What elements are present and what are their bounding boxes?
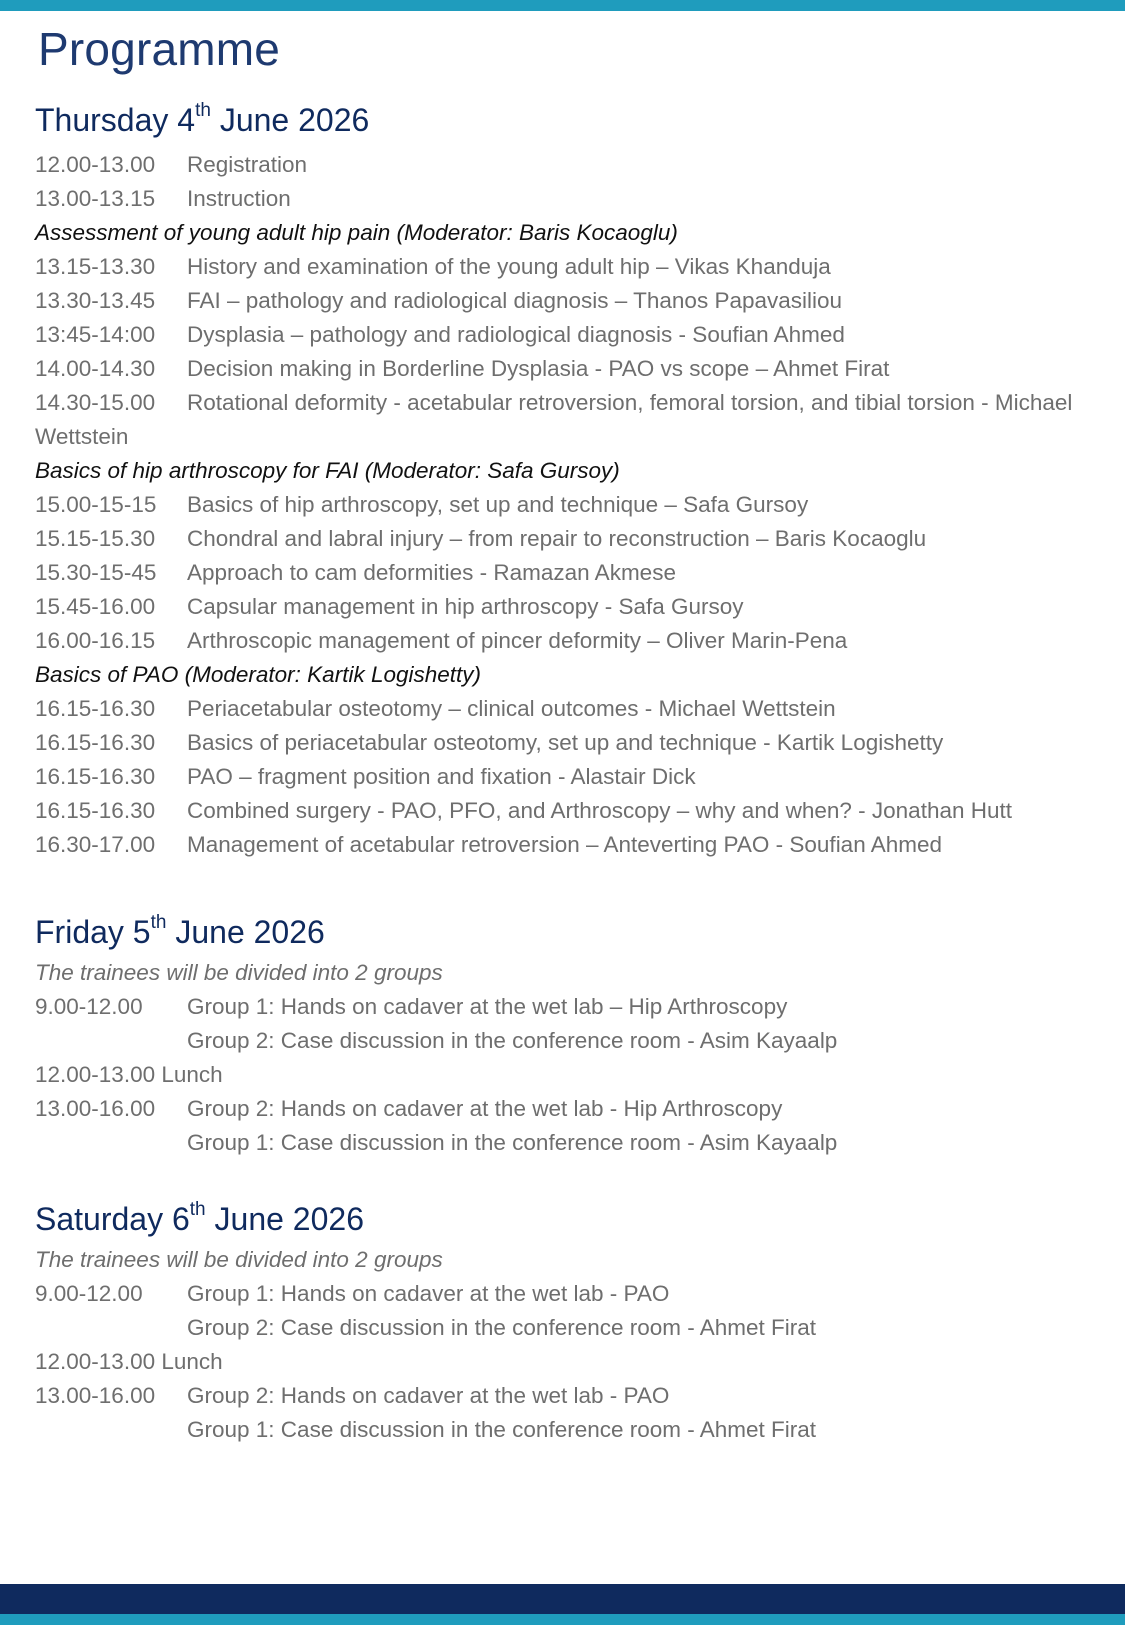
schedule-item: Basics of periacetabular osteotomy, set up and technique - Kartik Logishetty (187, 730, 944, 755)
schedule-item: Group 2: Case discussion in the conference room - Ahmet Firat (187, 1315, 817, 1340)
schedule-time: 16.00-16.15 (35, 628, 156, 653)
day-heading-saturday (35, 1199, 364, 1239)
session-heading: Basics of hip arthroscopy for FAI (Moderator: Safa Gursoy) (35, 458, 620, 483)
schedule-time: 9.00-12.00 (35, 994, 143, 1019)
footer-accent-bar (0, 1614, 1125, 1625)
schedule-time: 14.00-14.30 (35, 356, 156, 381)
day-heading-friday (35, 912, 325, 952)
schedule-item: Dysplasia – pathology and radiological diagnosis - Soufian Ahmed (187, 322, 845, 347)
schedule-row (35, 556, 1105, 590)
schedule-row (35, 352, 1105, 386)
schedule-row (35, 692, 1105, 726)
schedule-item: Arthroscopic management of pincer deformity – Oliver Marin-Pena (187, 628, 848, 653)
schedule-row (35, 794, 1105, 828)
saturday-schedule (35, 1243, 1105, 1447)
day-note: The trainees will be divided into 2 groups (35, 960, 443, 985)
schedule-item: Group 1: Hands on cadaver at the wet lab – Hip Arthroscopy (187, 994, 788, 1019)
schedule-row (35, 1277, 1105, 1311)
schedule-time: 13.15-13.30 (35, 254, 156, 279)
schedule-time: 16.15-16.30 (35, 798, 156, 823)
schedule-time: 13.30-13.45 (35, 288, 156, 313)
session-heading: Basics of PAO (Moderator: Kartik Logishetty) (35, 662, 482, 687)
schedule-time: 9.00-12.00 (35, 1281, 143, 1306)
day-heading-date: June 2026 (166, 914, 325, 950)
schedule-time: 15.45-16.00 (35, 594, 156, 619)
session-heading: Assessment of young adult hip pain (Moderator: Baris Kocaoglu) (35, 220, 678, 245)
day-heading-weekday: Thursday 4 (35, 102, 196, 138)
schedule-row (35, 590, 1105, 624)
day-heading-weekday: Saturday 6 (35, 1201, 190, 1237)
schedule-row (35, 760, 1105, 794)
schedule-time: 13:45-14:00 (35, 322, 156, 347)
day-heading-date: June 2026 (205, 1201, 364, 1237)
top-accent-bar (0, 0, 1125, 11)
page-title: Programme (38, 23, 281, 75)
schedule-item: Periacetabular osteotomy – clinical outcomes - Michael Wettstein (187, 696, 836, 721)
schedule-time: 16.15-16.30 (35, 730, 156, 755)
day-heading-suffix: th (195, 100, 211, 122)
schedule-row (35, 1379, 1105, 1413)
schedule-row (35, 250, 1105, 284)
schedule-item: Group 2: Case discussion in the conference room - Asim Kayaalp (187, 1028, 838, 1053)
schedule-item: Instruction (187, 186, 291, 211)
schedule-time: 16.30-17.00 (35, 832, 156, 857)
schedule-time: 16.15-16.30 (35, 764, 156, 789)
schedule-item: Management of acetabular retroversion – Anteverting PAO - Soufian Ahmed (187, 832, 943, 857)
schedule-time: 13.00-13.15 (35, 186, 156, 211)
schedule-item: Chondral and labral injury – from repair to reconstruction – Baris Kocaoglu (187, 526, 927, 551)
day-heading-suffix: th (150, 912, 167, 934)
schedule-time: 15.00-15-15 (35, 492, 157, 517)
day-heading-suffix: th (189, 1199, 206, 1221)
schedule-item: Group 2: Hands on cadaver at the wet lab - Hip Arthroscopy (187, 1096, 783, 1121)
schedule-row: 12.00-13.00 Lunch (35, 1349, 223, 1374)
day-heading-date: June 2026 (210, 102, 370, 138)
schedule-row (35, 488, 1105, 522)
schedule-row (35, 1092, 1105, 1126)
schedule-time: 13.00-16.00 (35, 1383, 156, 1408)
schedule-row (35, 990, 1105, 1024)
schedule-item: Group 1: Case discussion in the conference room - Ahmet Firat (187, 1417, 817, 1442)
thursday-schedule (35, 148, 1105, 862)
schedule-row (35, 522, 1105, 556)
schedule-item: Registration (187, 152, 308, 177)
day-heading-weekday: Friday 5 (35, 914, 151, 950)
schedule-row (35, 1126, 1105, 1160)
schedule-time: 15.30-15-45 (35, 560, 157, 585)
schedule-row (35, 1311, 1105, 1345)
schedule-item: PAO – fragment position and fixation - Alastair Dick (187, 764, 696, 789)
schedule-row (35, 284, 1105, 318)
schedule-item: Rotational deformity - acetabular retroversion, femoral torsion, and tibial torsion - Michael Wettstein (35, 390, 1073, 449)
day-heading-thursday (35, 100, 369, 140)
schedule-row (35, 386, 1105, 454)
schedule-item: History and examination of the young adult hip – Vikas Khanduja (187, 254, 831, 279)
schedule-time: 14.30-15.00 (35, 390, 156, 415)
schedule-item: Group 1: Case discussion in the conference room - Asim Kayaalp (187, 1130, 838, 1155)
schedule-item: Combined surgery - PAO, PFO, and Arthroscopy – why and when? - Jonathan Hutt (187, 798, 1012, 823)
schedule-item: Basics of hip arthroscopy, set up and technique – Safa Gursoy (187, 492, 809, 517)
schedule-item: Approach to cam deformities - Ramazan Akmese (187, 560, 676, 585)
schedule-row (35, 726, 1105, 760)
schedule-row (35, 624, 1105, 658)
schedule-item: Group 2: Hands on cadaver at the wet lab - PAO (187, 1383, 670, 1408)
schedule-row (35, 1024, 1105, 1058)
day-note: The trainees will be divided into 2 groups (35, 1247, 443, 1272)
schedule-row (35, 318, 1105, 352)
friday-schedule (35, 956, 1105, 1160)
schedule-time: 16.15-16.30 (35, 696, 156, 721)
schedule-item: Capsular management in hip arthroscopy - Safa Gursoy (187, 594, 744, 619)
schedule-row: 12.00-13.00 Lunch (35, 1062, 223, 1087)
schedule-item: Group 1: Hands on cadaver at the wet lab - PAO (187, 1281, 670, 1306)
schedule-row (35, 148, 1105, 182)
schedule-row (35, 1413, 1105, 1447)
schedule-item: Decision making in Borderline Dysplasia - PAO vs scope – Ahmet Firat (187, 356, 890, 381)
schedule-time: 15.15-15.30 (35, 526, 156, 551)
schedule-row (35, 828, 1105, 862)
schedule-item: FAI – pathology and radiological diagnosis – Thanos Papavasiliou (187, 288, 843, 313)
schedule-row (35, 182, 1105, 216)
schedule-time: 13.00-16.00 (35, 1096, 156, 1121)
schedule-time: 12.00-13.00 (35, 152, 156, 177)
